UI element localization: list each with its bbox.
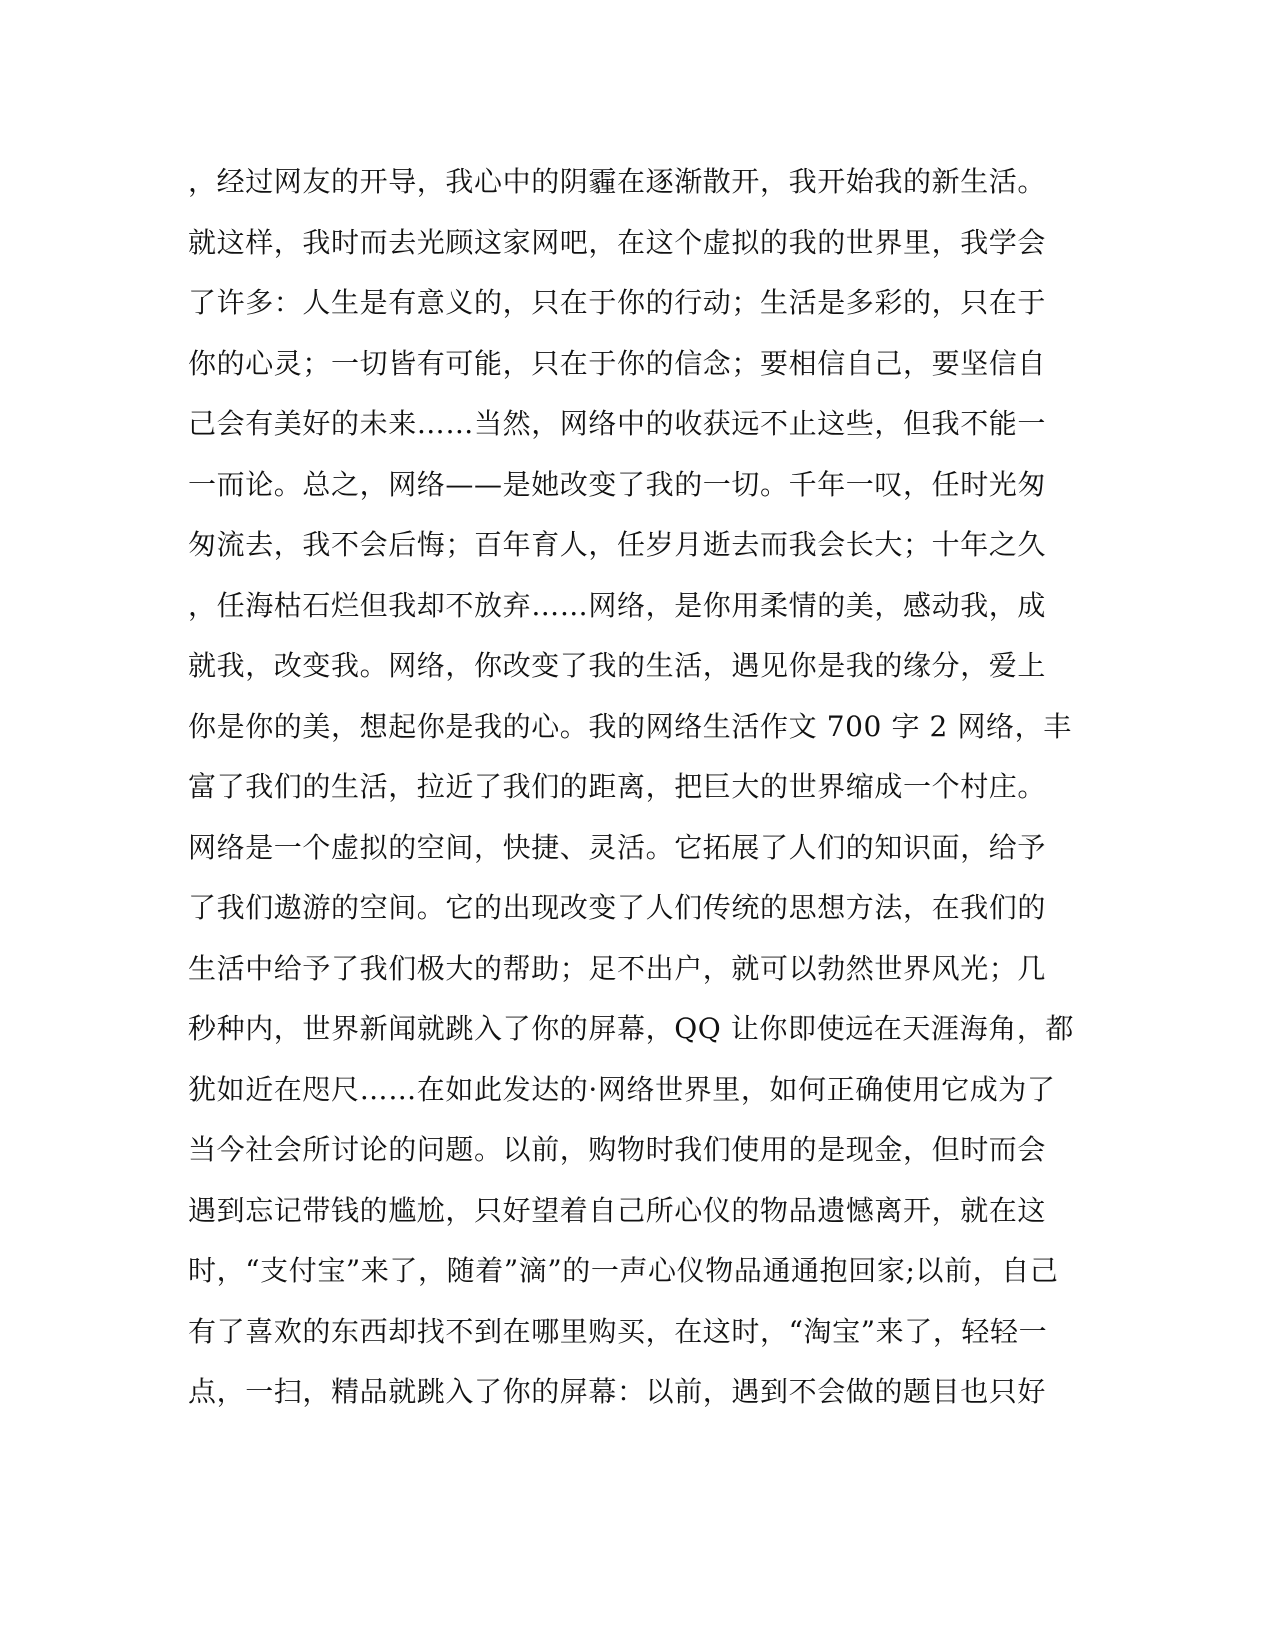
text-line: 遇到忘记带钱的尴尬，只好望着自己所心仪的物品遗憾离开，就在这: [188, 1193, 1047, 1227]
text-line: 就我，改变我。网络，你改变了我的生活，遇见你是我的缘分，爱上: [188, 649, 1047, 682]
text-line: 点，一扫，精品就跳入了你的屏幕：以前，遇到不会做的题目也只好: [188, 1375, 1047, 1408]
text-line: 有了喜欢的东西却找不到在哪里购买，在这时，“淘宝”来了，轻轻一: [188, 1314, 1048, 1348]
text-line: 己会有美好的未来……当然，网络中的收获远不止这些，但我不能一: [188, 407, 1047, 440]
text-line: 富了我们的生活，拉近了我们的距离，把巨大的世界缩成一个村庄。: [188, 770, 1047, 803]
text-line: 秒种内，世界新闻就跳入了你的屏幕，QQ 让你即使远在天涯海角，都: [188, 1012, 1075, 1045]
text-line: 匆流去，我不会后悔；百年育人，任岁月逝去而我会长大；十年之久: [188, 528, 1047, 561]
text-line: 一而论。总之，网络——是她改变了我的一切。千年一叹，任时光匆: [188, 467, 1047, 501]
text-line: 犹如近在咫尺……在如此发达的·网络世界里，如何正确使用它成为了: [188, 1072, 1056, 1106]
text-line: 时，“支付宝”来了，随着”滴”的一声心仪物品通通抱回家;以前，自己: [188, 1254, 1059, 1287]
essay-body: [188, 160, 1088, 1431]
text-line: 生活中给予了我们极大的帮助；足不出户，就可以勃然世界风光；几: [188, 951, 1047, 985]
text-line: ，经过网友的开导，我心中的阴霾在逐渐散开，我开始我的新生活。: [188, 165, 1047, 198]
text-line: 网络是一个虚拟的空间，快捷、灵活。它拓展了人们的知识面，给予: [188, 830, 1047, 864]
text-line: 了我们遨游的空间。它的出现改变了人们传统的思想方法，在我们的: [188, 891, 1047, 924]
text-line: 了许多：人生是有意义的，只在于你的行动；生活是多彩的，只在于: [188, 286, 1047, 319]
text-line: 当今社会所讨论的问题。以前，购物时我们使用的是现金，但时而会: [188, 1133, 1047, 1166]
text-line: 你是你的美，想起你是我的心。我的网络生活作文 700 字 2 网络，丰: [188, 709, 1072, 743]
text-line: 就这样，我时而去光顾这家网吧，在这个虚拟的我的世界里，我学会: [188, 225, 1047, 259]
text-line: ，任海枯石烂但我却不放弃……网络，是你用柔情的美，感动我，成: [188, 588, 1047, 622]
text-line: 你的心灵；一切皆有可能，只在于你的信念；要相信自己，要坚信自: [188, 346, 1047, 380]
